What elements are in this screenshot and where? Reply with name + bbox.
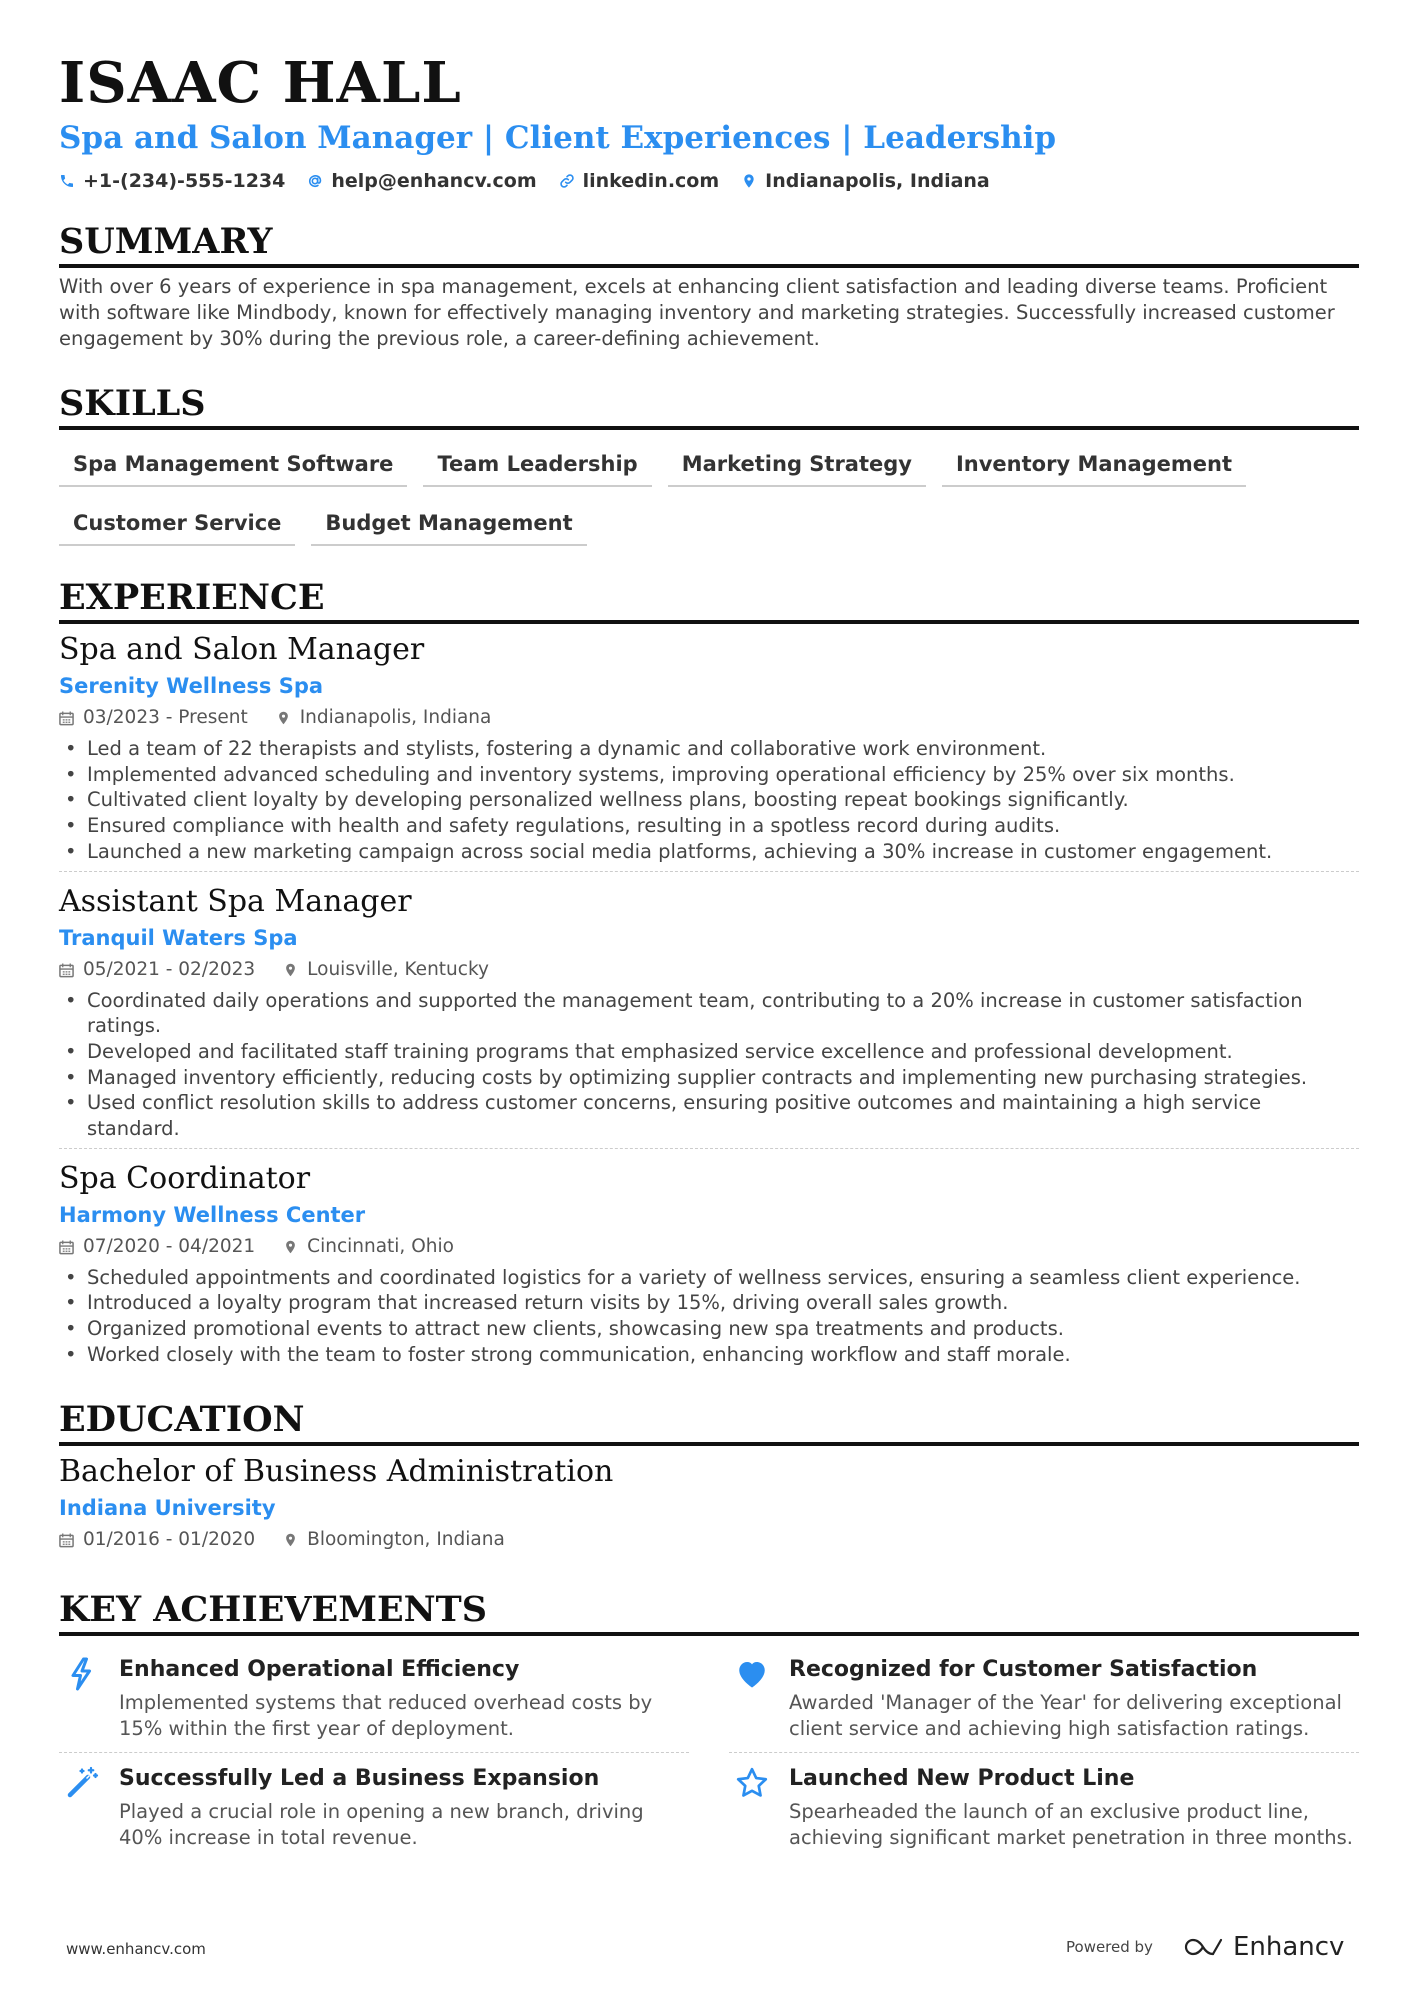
- job-dates-text: 03/2023 - Present: [83, 707, 248, 728]
- summary-heading: SUMMARY: [59, 222, 1359, 268]
- skill-tag: Spa Management Software: [59, 444, 407, 487]
- magic-wand-icon: [59, 1763, 105, 1851]
- skills-section: [59, 384, 1359, 546]
- achievement-title: Successfully Led a Business Expansion: [119, 1765, 600, 1791]
- school-name: Indiana University: [59, 1495, 276, 1520]
- education-location-text: Bloomington, Indiana: [307, 1528, 505, 1550]
- footer-branding: [1066, 1932, 1344, 1962]
- job-entry: [59, 1159, 1359, 1374]
- job-location: [283, 956, 489, 984]
- achievement-desc: Played a crucial role in opening a new branch, driving 40% increase in total revenue.: [119, 1799, 644, 1849]
- bullet-item: • Launched a new marketing campaign across social media platforms, achieving a 30% increase in customer engagement.: [59, 839, 1359, 865]
- achievement-desc: Spearheaded the launch of an exclusive product line, achieving significant market penetration in three months.: [789, 1799, 1353, 1849]
- bullet-item: • Scheduled appointments and coordinated logistics for a variety of wellness services, ensuring a seamless client experience.: [59, 1265, 1359, 1291]
- experience-heading: EXPERIENCE: [59, 578, 1359, 624]
- heart-icon: [729, 1654, 775, 1742]
- tagline: Spa and Salon Manager | Client Experiences | Leadership: [59, 120, 1057, 156]
- calendar-icon: [59, 962, 74, 978]
- job-dates: [59, 1233, 255, 1261]
- linkedin-text: linkedin.com: [582, 170, 720, 192]
- job-title: Spa Coordinator: [59, 1160, 311, 1196]
- contact-bar: [59, 170, 1359, 192]
- company-name: Harmony Wellness Center: [59, 1202, 366, 1227]
- contact-email[interactable]: [307, 170, 536, 192]
- education-entry: [59, 1452, 1359, 1560]
- achievement-title: Enhanced Operational Efficiency: [119, 1656, 520, 1682]
- education-dates: [59, 1526, 255, 1554]
- candidate-name: ISAAC HALL: [59, 50, 462, 116]
- contact-phone[interactable]: [59, 170, 285, 192]
- summary-text: With over 6 years of experience in spa management, excels at enhancing client satisfaction and leading diverse teams. Proficient with software like Mindbody, known for effectively managing inventory and marketing strategies. Successfully increased customer engagement by 30% during the previous role, a career-defining achievement.: [59, 275, 1335, 350]
- bullet-item: • Implemented advanced scheduling and inventory systems, improving operational efficiency by 25% over six months.: [59, 762, 1359, 788]
- summary-section: [59, 222, 1359, 352]
- job-entry: [59, 630, 1359, 872]
- bullet-item: • Managed inventory efficiently, reducing costs by optimizing supplier contracts and implementing new purchasing strategies.: [59, 1065, 1359, 1091]
- bullet-item: • Developed and facilitated staff training programs that emphasized service excellence and professional development.: [59, 1039, 1359, 1065]
- contact-location: [741, 170, 990, 192]
- job-bullets: [59, 988, 1359, 1142]
- company-name: Serenity Wellness Spa: [59, 674, 324, 698]
- map-pin-icon: [283, 962, 298, 978]
- bullet-item: • Used conflict resolution skills to address customer concerns, ensuring positive outcomes and maintaining a high service standard.: [59, 1090, 1359, 1141]
- education-section: [59, 1400, 1359, 1560]
- resume-page: [59, 50, 1359, 1861]
- map-pin-icon: [283, 1239, 298, 1255]
- skills-list: [59, 444, 1359, 546]
- skill-tag: Marketing Strategy: [668, 444, 926, 487]
- location-text: Indianapolis, Indiana: [765, 170, 990, 192]
- map-pin-icon: [276, 710, 291, 726]
- skill-tag: Customer Service: [59, 503, 295, 546]
- achievement-item: [59, 1753, 689, 1861]
- bullet-item: • Cultivated client loyalty by developing personalized wellness plans, boosting repeat bookings significantly.: [59, 787, 1359, 813]
- education-dates-text: 01/2016 - 01/2020: [83, 1528, 256, 1550]
- job-location: [283, 1233, 454, 1261]
- email-text: help@enhancv.com: [331, 170, 537, 192]
- achievement-item: [59, 1644, 689, 1753]
- job-location-text: Indianapolis, Indiana: [299, 707, 492, 728]
- bullet-item: • Introduced a loyalty program that increased return visits by 15%, driving overall sales growth.: [59, 1290, 1359, 1316]
- powered-by-label: Powered by: [1066, 1938, 1153, 1956]
- job-location-text: Cincinnati, Ohio: [307, 1235, 454, 1257]
- bullet-item: • Led a team of 22 therapists and stylists, fostering a dynamic and collaborative work environment.: [59, 736, 1359, 762]
- education-meta: [59, 1526, 1359, 1554]
- bullet-item: • Coordinated daily operations and supported the management team, contributing to a 20% increase in customer satisfaction ratings.: [59, 988, 1359, 1039]
- job-title: Assistant Spa Manager: [59, 883, 412, 919]
- footer-website[interactable]: www.enhancv.com: [66, 1940, 206, 1958]
- job-dates-text: 05/2021 - 02/2023: [83, 958, 256, 980]
- map-pin-icon: [283, 1532, 298, 1548]
- infinity-logo-icon: [1181, 1935, 1225, 1959]
- phone-text: +1-(234)-555-1234: [83, 170, 286, 192]
- link-icon: [559, 173, 575, 189]
- skills-heading: SKILLS: [59, 384, 1359, 430]
- job-meta: [59, 956, 1359, 984]
- job-dates: [59, 704, 248, 732]
- achievement-title: Launched New Product Line: [789, 1765, 1135, 1791]
- job-location-text: Louisville, Kentucky: [307, 958, 489, 980]
- at-sign-icon: [307, 173, 323, 189]
- job-dates-text: 07/2020 - 04/2021: [83, 1235, 256, 1257]
- achievements-heading: KEY ACHIEVEMENTS: [59, 1590, 1359, 1636]
- skill-tag: Budget Management: [311, 503, 586, 546]
- experience-section: [59, 578, 1359, 1374]
- job-meta: [59, 1233, 1359, 1261]
- job-dates: [59, 956, 255, 984]
- achievement-desc: Awarded 'Manager of the Year' for delivering exceptional client service and achieving high satisfaction ratings.: [789, 1690, 1342, 1740]
- job-location: [276, 704, 492, 732]
- job-meta: [59, 704, 1359, 732]
- education-location: [283, 1526, 505, 1554]
- achievements-section: [59, 1590, 1359, 1861]
- education-heading: EDUCATION: [59, 1400, 1359, 1446]
- phone-icon: [59, 173, 75, 189]
- job-title: Spa and Salon Manager: [59, 632, 425, 667]
- bullet-item: • Organized promotional events to attract new clients, showcasing new spa treatments and products.: [59, 1316, 1359, 1342]
- skill-tag: Inventory Management: [942, 444, 1246, 487]
- job-entry: [59, 882, 1359, 1149]
- star-icon: [729, 1763, 775, 1851]
- contact-linkedin[interactable]: [559, 170, 720, 192]
- degree-title: Bachelor of Business Administration: [59, 1453, 614, 1489]
- skill-tag: Team Leadership: [423, 444, 651, 487]
- lightning-bolt-icon: [59, 1654, 105, 1742]
- achievement-item: [729, 1644, 1359, 1753]
- calendar-icon: [59, 1239, 74, 1255]
- achievement-item: [729, 1753, 1359, 1861]
- job-bullets: [59, 1265, 1359, 1368]
- bullet-item: • Ensured compliance with health and safety regulations, resulting in a spotless record during audits.: [59, 813, 1359, 839]
- calendar-icon: [59, 1532, 74, 1548]
- job-bullets: [59, 736, 1359, 865]
- achievement-title: Recognized for Customer Satisfaction: [789, 1656, 1258, 1682]
- achievement-desc: Implemented systems that reduced overhead costs by 15% within the first year of deployment.: [119, 1690, 653, 1740]
- company-name: Tranquil Waters Spa: [59, 925, 298, 950]
- brand-name: Enhancv: [1232, 1932, 1345, 1962]
- bullet-item: • Worked closely with the team to foster strong communication, enhancing workflow and staff morale.: [59, 1342, 1359, 1368]
- calendar-icon: [59, 710, 74, 726]
- map-pin-icon: [741, 173, 757, 189]
- achievements-grid: [59, 1644, 1359, 1861]
- brand-logo[interactable]: [1181, 1932, 1344, 1962]
